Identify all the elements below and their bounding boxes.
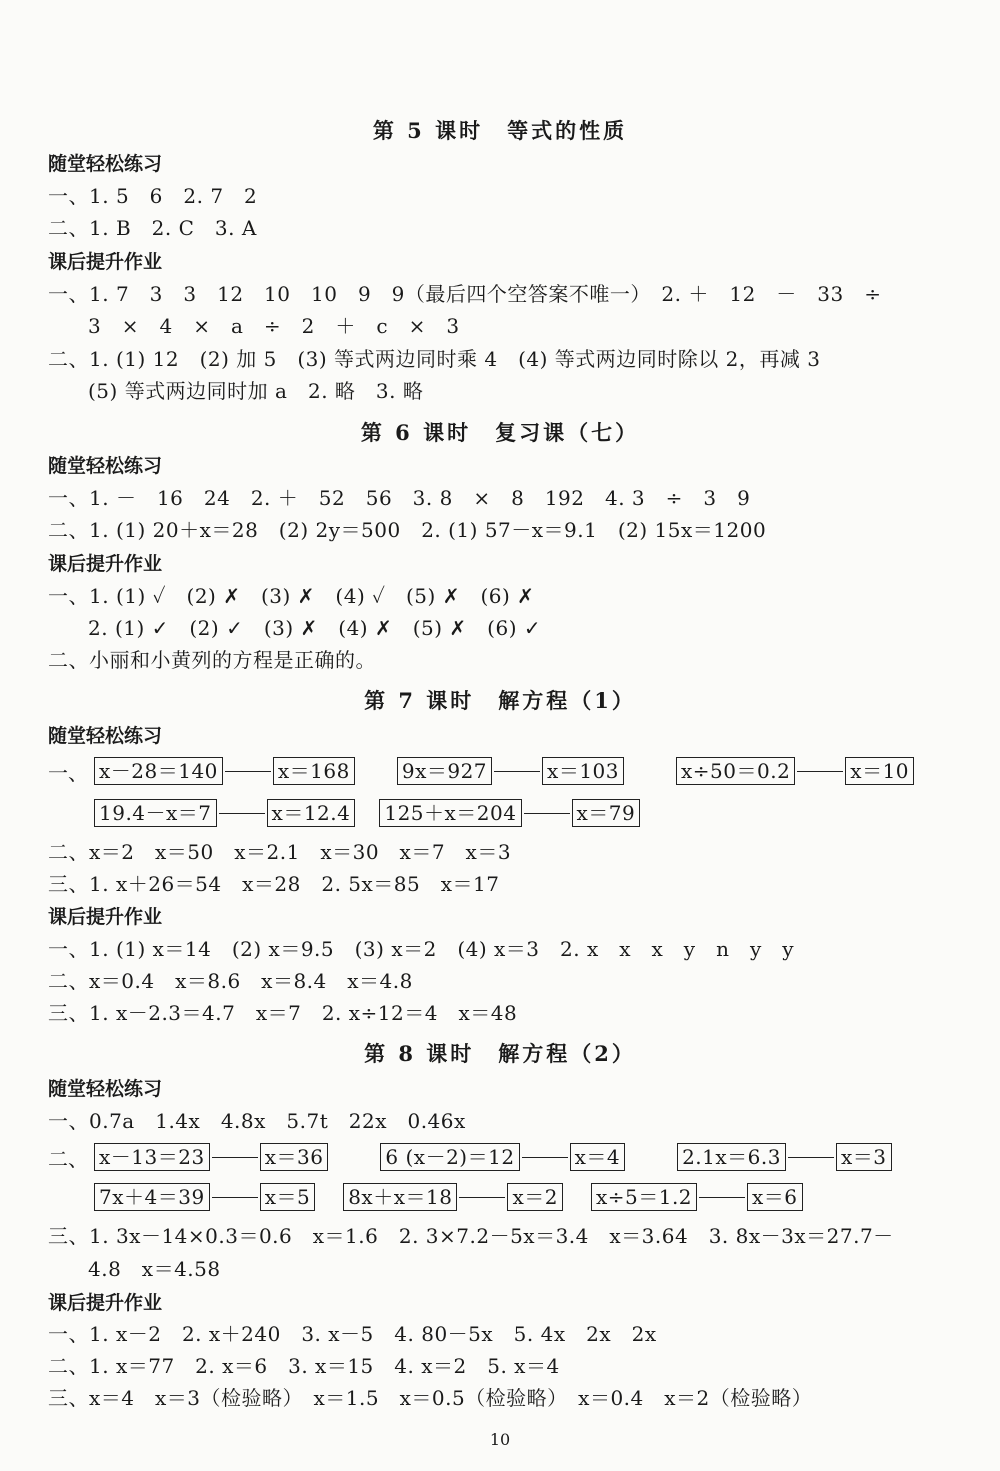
lesson5-homework-line: 二、1. (1) 12 (2) 加 5 (3) 等式两边同时乘 4 (4) 等式两边同时除以 2，再减 3 [48,347,821,371]
lesson7-match-row [48,755,914,787]
lesson6-homework-line: 二、小丽和小黄列的方程是正确的。 [48,648,376,672]
equation-box: 19.4－x＝7 [94,799,217,827]
equation-box: 125＋x＝204 [379,799,521,827]
equation-box: x－28＝140 [94,757,223,785]
lesson7-homework-line: 二、x＝0.4 x＝8.6 x＝8.4 x＝4.8 [48,969,413,993]
equation-box: 2.1x＝6.3 [677,1143,786,1171]
match-connector [699,1197,745,1198]
lesson7-practice-line: 三、1. x＋26＝54 x＝28 2. 5x＝85 x＝17 [48,872,500,896]
solution-box: x＝36 [260,1143,329,1171]
lesson7-practice-heading: 随堂轻松练习 [48,725,163,747]
match-connector [459,1197,505,1198]
solution-box: x＝3 [836,1143,892,1171]
lesson6-practice-line: 一、1. － 16 24 2. ＋ 52 56 3. 8 × 8 192 4. 3 ÷ 3 9 [48,486,751,510]
lesson8-match-row [48,1181,803,1213]
equation-match-pair [94,799,355,827]
equation-match-pair [591,1183,803,1211]
solution-box: x＝10 [845,757,914,785]
lesson6-homework-line: 2. (1) ✓ (2) ✓ (3) ✗ (4) ✗ (5) ✗ (6) ✓ [88,616,542,640]
lesson5-homework-line: 3 × 4 × a ÷ 2 ＋ c × 3 [88,314,460,338]
equation-match-pair [94,1183,315,1211]
match-connector [219,813,265,814]
lesson8-homework-line: 一、1. x－2 2. x＋240 3. x－5 4. 80－5x 5. 4x 2x 2x [48,1322,657,1346]
equation-box: 7x＋4＝39 [94,1183,210,1211]
solution-box: x＝168 [273,757,355,785]
lesson5-practice-line: 一、1. 5 6 2. 7 2 [48,184,258,208]
lesson5-practice-heading: 随堂轻松练习 [48,153,163,175]
lesson8-practice-line: 三、1. 3x－14×0.3＝0.6 x＝1.6 2. 3×7.2－5x＝3.4 x＝3.64 3. 8x－3x＝27.7－ [48,1224,894,1248]
match-connector [788,1157,834,1158]
match-connector [797,771,843,772]
equation-match-pair [94,1143,328,1171]
page-number: 10 [489,1430,511,1449]
lesson6-practice-line: 二、1. (1) 20＋x＝28 (2) 2y＝500 2. (1) 57－x＝9.1 (2) 15x＝1200 [48,518,767,542]
equation-box: x÷50＝0.2 [676,757,795,785]
lesson8-practice-line: 一、0.7a 1.4x 4.8x 5.7t 22x 0.46x [48,1109,466,1133]
lesson8-practice-heading: 随堂轻松练习 [48,1078,163,1100]
lesson5-homework-line: 一、1. 7 3 3 12 10 10 9 9（最后四个空答案不唯一） 2. ＋ 12 － 33 ÷ [48,282,882,306]
equation-box: x－13＝23 [94,1143,210,1171]
lesson7-practice-line: 二、x＝2 x＝50 x＝2.1 x＝30 x＝7 x＝3 [48,840,512,864]
match-connector [522,1157,568,1158]
lesson8-practice-line: 4.8 x＝4.58 [88,1257,221,1281]
lesson6-practice-heading: 随堂轻松练习 [48,455,163,477]
equation-match-pair [379,799,640,827]
solution-box: x＝5 [260,1183,316,1211]
solution-box: x＝6 [747,1183,803,1211]
equation-match-pair [676,757,914,785]
equation-match-pair [94,757,355,785]
equation-match-pair [397,757,624,785]
lesson7-title: 第 7 课时 解方程（1） [364,688,636,713]
lesson5-homework-line: (5) 等式两边同时加 a 2. 略 3. 略 [88,379,424,403]
lesson8-match-row [48,1141,892,1173]
equation-match-pair [380,1143,625,1171]
lesson5-homework-heading: 课后提升作业 [48,251,163,273]
lesson7-match-row [48,797,640,829]
lesson6-homework-heading: 课后提升作业 [48,553,163,575]
match-connector [212,1197,258,1198]
equation-box: 6 (x－2)＝12 [380,1143,519,1171]
match-connector [524,813,570,814]
lesson8-match-lead: 二、 [48,1146,88,1171]
lesson8-homework-heading: 课后提升作业 [48,1292,163,1314]
lesson7-homework-line: 三、1. x－2.3＝4.7 x＝7 2. x÷12＝4 x＝48 [48,1001,518,1025]
match-connector [225,771,271,772]
equation-match-pair [343,1183,563,1211]
lesson6-title: 第 6 课时 复习课（七） [360,420,640,445]
lesson8-homework-line: 三、x＝4 x＝3（检验略） x＝1.5 x＝0.5（检验略） x＝0.4 x＝2（检验略） [48,1386,813,1410]
match-connector [494,771,540,772]
lesson8-title: 第 8 课时 解方程（2） [364,1041,636,1066]
equation-box: 9x＝927 [397,757,492,785]
equation-match-pair [677,1143,891,1171]
solution-box: x＝2 [507,1183,563,1211]
solution-box: x＝103 [542,757,624,785]
lesson5-title: 第 5 课时 等式的性质 [372,118,628,143]
lesson5-practice-line: 二、1. B 2. C 3. A [48,216,257,240]
lesson7-homework-line: 一、1. (1) x＝14 (2) x＝9.5 (3) x＝2 (4) x＝3 2. x x x y n y y [48,937,795,961]
solution-box: x＝4 [570,1143,626,1171]
lesson6-homework-line: 一、1. (1) ✓ (2) ✗ (3) ✗ (4) ✓ (5) ✗ (6) ✗ [48,584,535,608]
match-connector [212,1157,258,1158]
equation-box: x÷5＝1.2 [591,1183,697,1211]
solution-box: x＝79 [572,799,641,827]
lesson7-homework-heading: 课后提升作业 [48,906,163,928]
lesson7-match-lead: 一、 [48,760,88,785]
solution-box: x＝12.4 [267,799,356,827]
equation-box: 8x＋x＝18 [343,1183,457,1211]
lesson8-homework-line: 二、1. x＝77 2. x＝6 3. x＝15 4. x＝2 5. x＝4 [48,1354,560,1378]
